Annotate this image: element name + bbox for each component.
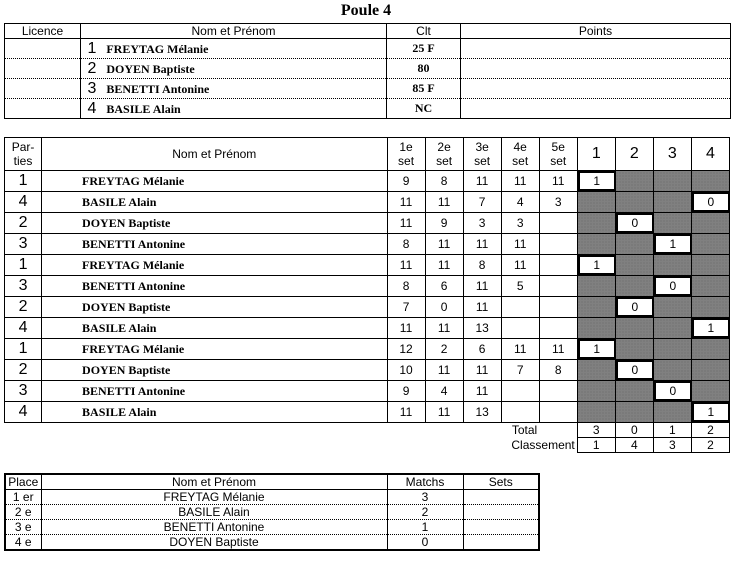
shaded-cell <box>691 381 729 402</box>
match-points: 0 <box>616 297 654 317</box>
set4-score: 3 <box>501 213 539 234</box>
total-cell: 1 <box>653 423 691 438</box>
sets-header: Sets <box>463 474 539 490</box>
player-name: BASILE Alain <box>42 318 387 339</box>
match-points: 0 <box>616 360 654 380</box>
set1-score: 9 <box>387 381 425 402</box>
result-cell <box>615 213 653 234</box>
set5-score <box>539 381 577 402</box>
place-cell: 4 e <box>5 535 41 551</box>
set1-score: 9 <box>387 171 425 192</box>
set5-score <box>539 276 577 297</box>
player-points <box>461 79 731 99</box>
match-row <box>5 171 730 192</box>
set2-score: 11 <box>425 402 463 423</box>
result-cell <box>653 234 691 255</box>
match-points: 0 <box>654 276 692 296</box>
set1-score: 8 <box>387 234 425 255</box>
set4-score: 11 <box>501 255 539 276</box>
match-points: 0 <box>654 381 692 401</box>
result-cell <box>577 255 615 276</box>
points-header: Points <box>461 24 731 39</box>
player-points <box>461 39 731 59</box>
player-number: 4 <box>5 402 42 423</box>
sets-cell <box>463 490 539 505</box>
player-clt: 25 F <box>387 39 461 59</box>
player-name: BASILE Alain <box>106 101 181 116</box>
match-row <box>5 192 730 213</box>
place-cell: 1 er <box>5 490 41 505</box>
match-row <box>5 234 730 255</box>
set4-score: 11 <box>501 339 539 360</box>
set2-score: 6 <box>425 276 463 297</box>
result-cell <box>577 339 615 360</box>
set2-score: 11 <box>425 234 463 255</box>
player-clt: NC <box>387 99 461 119</box>
player-points <box>461 59 731 79</box>
match-points: 1 <box>654 234 692 254</box>
shaded-cell <box>577 402 615 423</box>
player-name: BASILE Alain <box>42 192 387 213</box>
match-points: 1 <box>578 171 616 191</box>
set4-header: 4e set <box>501 138 539 171</box>
shaded-cell <box>615 402 653 423</box>
set1-score: 8 <box>387 276 425 297</box>
set4-score <box>501 381 539 402</box>
match-rows <box>5 171 730 423</box>
shaded-cell <box>691 255 729 276</box>
set2-score: 8 <box>425 171 463 192</box>
shaded-cell <box>577 276 615 297</box>
set1-score: 12 <box>387 339 425 360</box>
ranking-name: DOYEN Baptiste <box>41 535 387 551</box>
set5-score <box>539 318 577 339</box>
match-row <box>5 360 730 381</box>
set4-score: 7 <box>501 360 539 381</box>
player-name-cell <box>81 59 387 79</box>
shaded-cell <box>691 213 729 234</box>
player-name: FREYTAG Mélanie <box>42 339 387 360</box>
set5-score: 11 <box>539 171 577 192</box>
shaded-cell <box>577 381 615 402</box>
shaded-cell <box>691 339 729 360</box>
shaded-cell <box>615 234 653 255</box>
set2-score: 9 <box>425 213 463 234</box>
player-name: FREYTAG Mélanie <box>42 255 387 276</box>
player-name: FREYTAG Mélanie <box>106 41 209 56</box>
match-row <box>5 318 730 339</box>
licence-cell <box>5 59 81 79</box>
match-points: 1 <box>692 402 730 422</box>
parties-header: Par- ties <box>5 138 42 171</box>
set1-score: 7 <box>387 297 425 318</box>
set3-score: 6 <box>463 339 501 360</box>
set3-score: 11 <box>463 381 501 402</box>
classement-label: Classement <box>511 438 575 452</box>
matchs-cell: 2 <box>387 505 463 520</box>
set2-header: 2e set <box>425 138 463 171</box>
set3-score: 11 <box>463 297 501 318</box>
ranking-name: BASILE Alain <box>41 505 387 520</box>
set5-score <box>539 234 577 255</box>
set1-header: 1e set <box>387 138 425 171</box>
player-number: 2 <box>5 297 42 318</box>
player-name: DOYEN Baptiste <box>42 297 387 318</box>
set5-header: 5e set <box>539 138 577 171</box>
result-cell <box>691 192 729 213</box>
classement-cell: 1 <box>577 438 615 453</box>
players-table <box>4 23 731 119</box>
player-points <box>461 99 731 119</box>
shaded-cell <box>577 318 615 339</box>
set1-score: 11 <box>387 255 425 276</box>
shaded-cell <box>615 318 653 339</box>
shaded-cell <box>653 255 691 276</box>
set3-score: 3 <box>463 213 501 234</box>
set5-score <box>539 255 577 276</box>
set1-score: 10 <box>387 360 425 381</box>
set2-score: 11 <box>425 360 463 381</box>
set5-score <box>539 213 577 234</box>
player-number: 1 <box>5 255 42 276</box>
matchs-header: Matchs <box>387 474 463 490</box>
player-clt: 85 F <box>387 79 461 99</box>
player-number: 4 <box>5 318 42 339</box>
match-row <box>5 402 730 423</box>
match-points: 1 <box>692 318 730 338</box>
result-cell <box>615 297 653 318</box>
shaded-cell <box>653 171 691 192</box>
set1-score: 11 <box>387 192 425 213</box>
set4-score: 5 <box>501 276 539 297</box>
name-header: Nom et Prénom <box>41 474 387 490</box>
set3-score: 11 <box>463 360 501 381</box>
shaded-cell <box>615 276 653 297</box>
set5-score: 8 <box>539 360 577 381</box>
shaded-cell <box>653 318 691 339</box>
set4-score <box>501 297 539 318</box>
shaded-cell <box>653 192 691 213</box>
matchs-cell: 1 <box>387 520 463 535</box>
player-name: BENETTI Antonine <box>42 234 387 255</box>
shaded-cell <box>691 276 729 297</box>
clt-header: Clt <box>387 24 461 39</box>
shaded-cell <box>577 360 615 381</box>
shaded-cell <box>615 381 653 402</box>
shaded-cell <box>577 297 615 318</box>
player-number: 3 <box>87 79 97 97</box>
shaded-cell <box>691 234 729 255</box>
match-points: 1 <box>578 255 616 275</box>
place-header: Place <box>5 474 41 490</box>
player-number: 2 <box>5 213 42 234</box>
set5-score: 11 <box>539 339 577 360</box>
set3-score: 13 <box>463 402 501 423</box>
classement-cell: 4 <box>615 438 653 453</box>
ranking-name: BENETTI Antonine <box>41 520 387 535</box>
match-points: 0 <box>616 213 654 233</box>
set3-score: 11 <box>463 234 501 255</box>
match-row <box>5 213 730 234</box>
player2-column-header: 2 <box>615 138 653 171</box>
set5-score: 3 <box>539 192 577 213</box>
licence-header: Licence <box>5 24 81 39</box>
result-cell <box>653 381 691 402</box>
set3-score: 13 <box>463 318 501 339</box>
player-number: 4 <box>87 99 97 117</box>
player1-column-header: 1 <box>577 138 615 171</box>
set2-score: 0 <box>425 297 463 318</box>
matches-table <box>4 137 730 453</box>
set3-score: 11 <box>463 276 501 297</box>
set3-score: 7 <box>463 192 501 213</box>
match-row <box>5 255 730 276</box>
set1-score: 11 <box>387 402 425 423</box>
player-clt: 80 <box>387 59 461 79</box>
total-cell: 3 <box>577 423 615 438</box>
player-number: 2 <box>87 59 97 77</box>
player-number: 1 <box>87 39 97 57</box>
place-cell: 2 e <box>5 505 41 520</box>
player-number: 2 <box>5 360 42 381</box>
matchs-cell: 0 <box>387 535 463 551</box>
shaded-cell <box>691 360 729 381</box>
set1-score: 11 <box>387 213 425 234</box>
player-number: 3 <box>5 276 42 297</box>
set5-score <box>539 297 577 318</box>
name-header: Nom et Prénom <box>42 138 387 171</box>
result-cell <box>577 171 615 192</box>
shaded-cell <box>691 297 729 318</box>
player-name-cell <box>81 79 387 99</box>
set2-score: 4 <box>425 381 463 402</box>
licence-cell <box>5 99 81 119</box>
ranking-table <box>4 473 540 551</box>
sets-cell <box>463 505 539 520</box>
player-name-cell <box>81 99 387 119</box>
shaded-cell <box>615 255 653 276</box>
licence-cell <box>5 79 81 99</box>
place-cell: 3 e <box>5 520 41 535</box>
player-name: DOYEN Baptiste <box>42 213 387 234</box>
shaded-cell <box>653 297 691 318</box>
set2-score: 11 <box>425 255 463 276</box>
set2-score: 2 <box>425 339 463 360</box>
match-row <box>5 276 730 297</box>
name-header: Nom et Prénom <box>81 24 387 39</box>
result-cell <box>615 360 653 381</box>
player3-column-header: 3 <box>653 138 691 171</box>
player-name: BENETTI Antonine <box>42 276 387 297</box>
classement-cell: 3 <box>653 438 691 453</box>
match-points: 0 <box>692 192 730 212</box>
player-name-cell <box>81 39 387 59</box>
shaded-cell <box>577 234 615 255</box>
player-name: BENETTI Antonine <box>42 381 387 402</box>
shaded-cell <box>577 192 615 213</box>
shaded-cell <box>615 171 653 192</box>
set4-score: 11 <box>501 171 539 192</box>
set3-score: 11 <box>463 171 501 192</box>
player-number: 1 <box>5 339 42 360</box>
player-name: DOYEN Baptiste <box>106 61 195 76</box>
total-cell: 0 <box>615 423 653 438</box>
result-cell <box>691 318 729 339</box>
matchs-cell: 3 <box>387 490 463 505</box>
set5-score <box>539 402 577 423</box>
player-name: FREYTAG Mélanie <box>42 171 387 192</box>
total-label: Total <box>511 423 538 438</box>
set1-score: 11 <box>387 318 425 339</box>
set4-score <box>501 402 539 423</box>
player4-column-header: 4 <box>691 138 729 171</box>
classement-cell: 2 <box>691 438 729 453</box>
set3-score: 8 <box>463 255 501 276</box>
shaded-cell <box>615 192 653 213</box>
sets-cell <box>463 535 539 551</box>
ranking-name: FREYTAG Mélanie <box>41 490 387 505</box>
player-name: BENETTI Antonine <box>106 81 210 96</box>
shaded-cell <box>691 171 729 192</box>
player-number: 4 <box>5 192 42 213</box>
player-number: 1 <box>5 171 42 192</box>
total-cell: 2 <box>691 423 729 438</box>
set3-header: 3e set <box>463 138 501 171</box>
page-title: Poule 4 <box>340 2 392 19</box>
shaded-cell <box>653 402 691 423</box>
match-row <box>5 381 730 402</box>
set2-score: 11 <box>425 318 463 339</box>
set4-score <box>501 318 539 339</box>
set4-score: 4 <box>501 192 539 213</box>
player-number: 3 <box>5 234 42 255</box>
match-row <box>5 297 730 318</box>
licence-cell <box>5 39 81 59</box>
player-name: BASILE Alain <box>42 402 387 423</box>
result-cell <box>653 276 691 297</box>
set4-score: 11 <box>501 234 539 255</box>
shaded-cell <box>653 339 691 360</box>
set2-score: 11 <box>425 192 463 213</box>
shaded-cell <box>653 360 691 381</box>
result-cell <box>691 402 729 423</box>
player-number: 3 <box>5 381 42 402</box>
shaded-cell <box>577 213 615 234</box>
match-points: 1 <box>578 339 616 359</box>
match-row <box>5 339 730 360</box>
sets-cell <box>463 520 539 535</box>
shaded-cell <box>615 339 653 360</box>
player-name: DOYEN Baptiste <box>42 360 387 381</box>
shaded-cell <box>653 213 691 234</box>
